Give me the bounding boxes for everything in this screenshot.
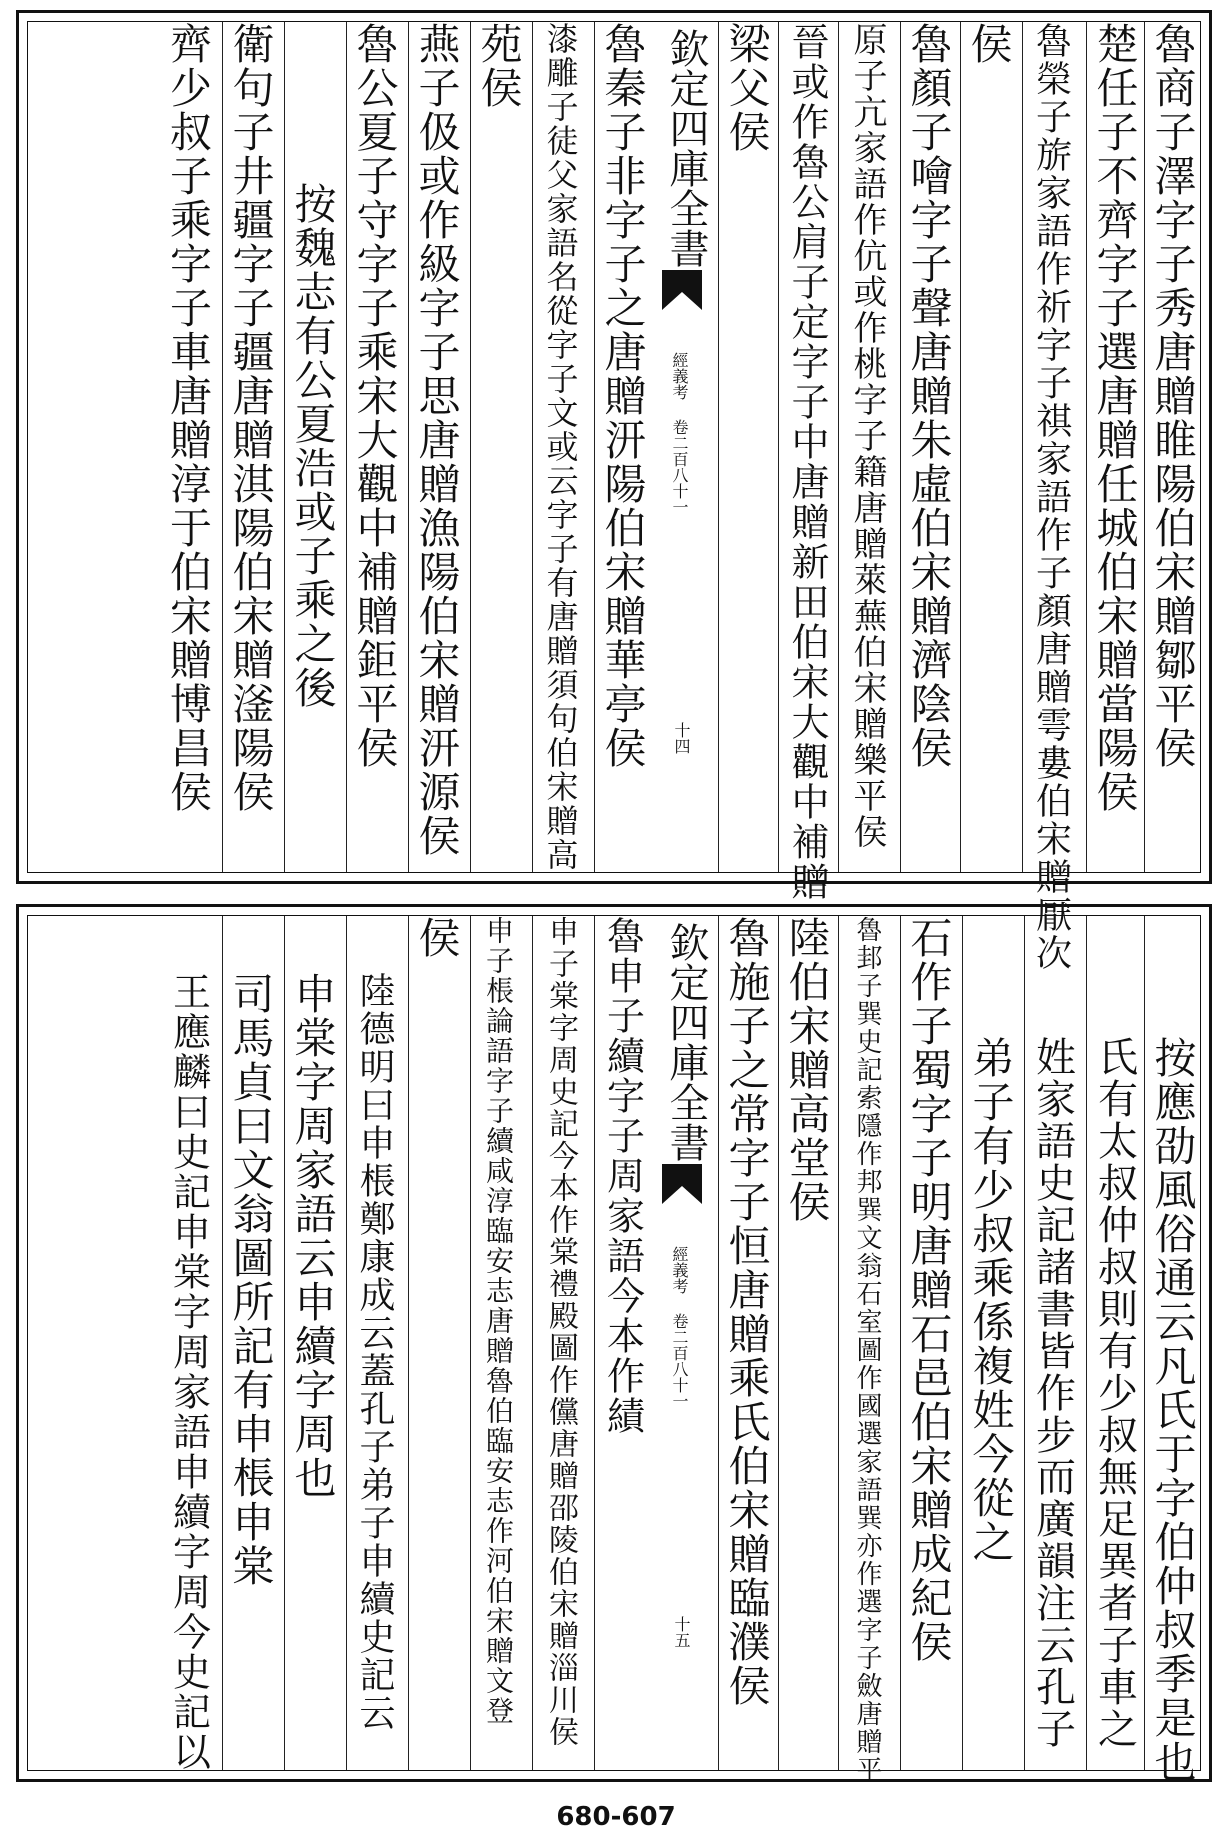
text-column [222,916,278,1770]
leaf-number: 十五 [672,1616,691,1648]
text-column [838,916,894,1784]
column-text: 按應劭風俗通云凡氏于字伯仲叔季是也 [1148,1036,1198,1784]
leaf-number: 十四 [672,722,691,754]
column-text: 按魏志有公夏浩或子乘之後 [288,182,338,710]
bottom-page-frame [27,915,1201,1784]
column-text: 衛句子井疆字子疆唐贈淇陽伯宋贈滏陽侯 [226,22,276,814]
column-text: 魯秦子非字子之唐贈汧陽伯宋贈華亭侯 [598,22,648,770]
text-column [594,916,650,1770]
column-text: 魯施子之常字子恒唐贈乘氏伯宋贈臨濮侯 [722,916,772,1708]
text-column [532,22,588,872]
column-text: 齊少叔子乘字子車唐贈淳于伯宋贈博昌侯 [164,22,213,814]
column-text: 侯 [964,22,1014,66]
column-text: 魯榮子旂家語作祈字子祺家語作子顏唐贈雩婁伯宋贈厭次 [1030,22,1072,972]
text-column [1086,22,1142,872]
text-column [160,916,216,1770]
text-column [470,22,526,872]
text-column [900,916,956,1770]
text-column [962,916,1018,1770]
column-text: 漆雕子徒父家語名從字子文或云字子有唐贈須句伯宋贈高 [541,22,580,872]
text-column [160,22,216,872]
text-column [778,916,834,1770]
text-column [532,916,588,1770]
column-text: 原子亢家語作伉或作桃字子籍唐贈萊蕪伯宋贈樂平侯 [847,22,887,850]
text-column [222,22,278,872]
text-column [408,916,464,1770]
text-column [778,22,834,902]
column-text: 石作子蜀字子明唐贈石邑伯宋贈成紀侯 [904,916,954,1664]
book-title: 欽定四庫全書 [663,922,709,1162]
book-title: 欽定四庫全書 [663,28,709,268]
text-column [1144,22,1200,872]
bottom-page [16,904,1212,1782]
text-column [1024,916,1080,1770]
text-column [470,916,526,1770]
text-column [1144,916,1200,1784]
column-text: 司馬貞曰文翁圖所記有申棖申棠 [226,972,276,1588]
column-text: 氏有太叔仲叔則有少叔無足異者子車之 [1091,1036,1138,1750]
text-column [284,916,340,1770]
volume-note: 經義考 卷二百八十一 [670,1246,689,1409]
fish-tail-mark-icon [662,270,702,310]
column-text: 魯邽子巽史記索隱作邦巽文翁石室圖作國選家語巽亦作選字子斂唐贈平 [852,916,882,1784]
top-page-frame [27,21,1201,972]
column-text: 侯 [412,916,462,960]
text-column [594,22,650,872]
text-column [1022,22,1078,972]
column-text: 申子棠字周史記今本作棠禮殿圖作儻唐贈邵陵伯宋贈淄川侯 [543,916,578,1748]
top-gutter [656,22,712,872]
column-text: 弟子有少叔乘係複姓今從之 [966,1036,1016,1564]
text-column [1086,916,1142,1770]
column-text: 王應麟曰史記申棠字周家語申續字周今史記以 [166,972,211,1772]
text-column [346,916,402,1770]
text-column [838,22,894,872]
column-text: 申棠字周家語云申續字周也 [288,972,338,1500]
text-column [900,22,956,872]
column-text: 燕子伋或作級字子思唐贈漁陽伯宋贈汧源侯 [412,22,462,858]
text-column [284,22,340,872]
bottom-gutter [656,916,712,1770]
volume-note: 經義考 卷二百八十一 [670,352,689,515]
text-column [408,22,464,872]
column-text: 梁父侯 [722,22,772,154]
text-column [346,22,402,872]
column-text: 陸伯宋贈高堂侯 [782,916,832,1224]
column-text: 申子棖論語字子續咸淳臨安志唐贈魯伯臨安志作河伯宋贈文登 [482,916,515,1726]
text-column [960,22,1016,872]
text-column [718,916,774,1770]
page-number: 680-607 [556,1802,676,1832]
column-text: 陸德明曰申棖鄭康成云蓋孔子弟子申續史記云 [354,972,395,1732]
column-text: 魯公夏子守字子乘宋大觀中補贈鉅平侯 [350,22,400,770]
column-text: 晉或作魯公肩子定字子中唐贈新田伯宋大觀中補贈 [785,22,829,902]
column-text: 魯商子澤字子秀唐贈睢陽伯宋贈鄒平侯 [1148,22,1198,770]
text-column [718,22,774,872]
column-text: 姓家語史記諸書皆作步而廣韻注云孔子 [1029,1036,1076,1750]
fish-tail-mark-icon [662,1164,702,1204]
column-text: 楚任子不齊字子選唐贈任城伯宋贈當陽侯 [1090,22,1140,814]
column-text: 魯申子續字子周家語今本作績 [600,916,645,1436]
column-text: 苑侯 [474,22,524,110]
top-page [16,10,1212,972]
column-text: 魯顏子噲字子聲唐贈朱虛伯宋贈濟陰侯 [904,22,954,770]
